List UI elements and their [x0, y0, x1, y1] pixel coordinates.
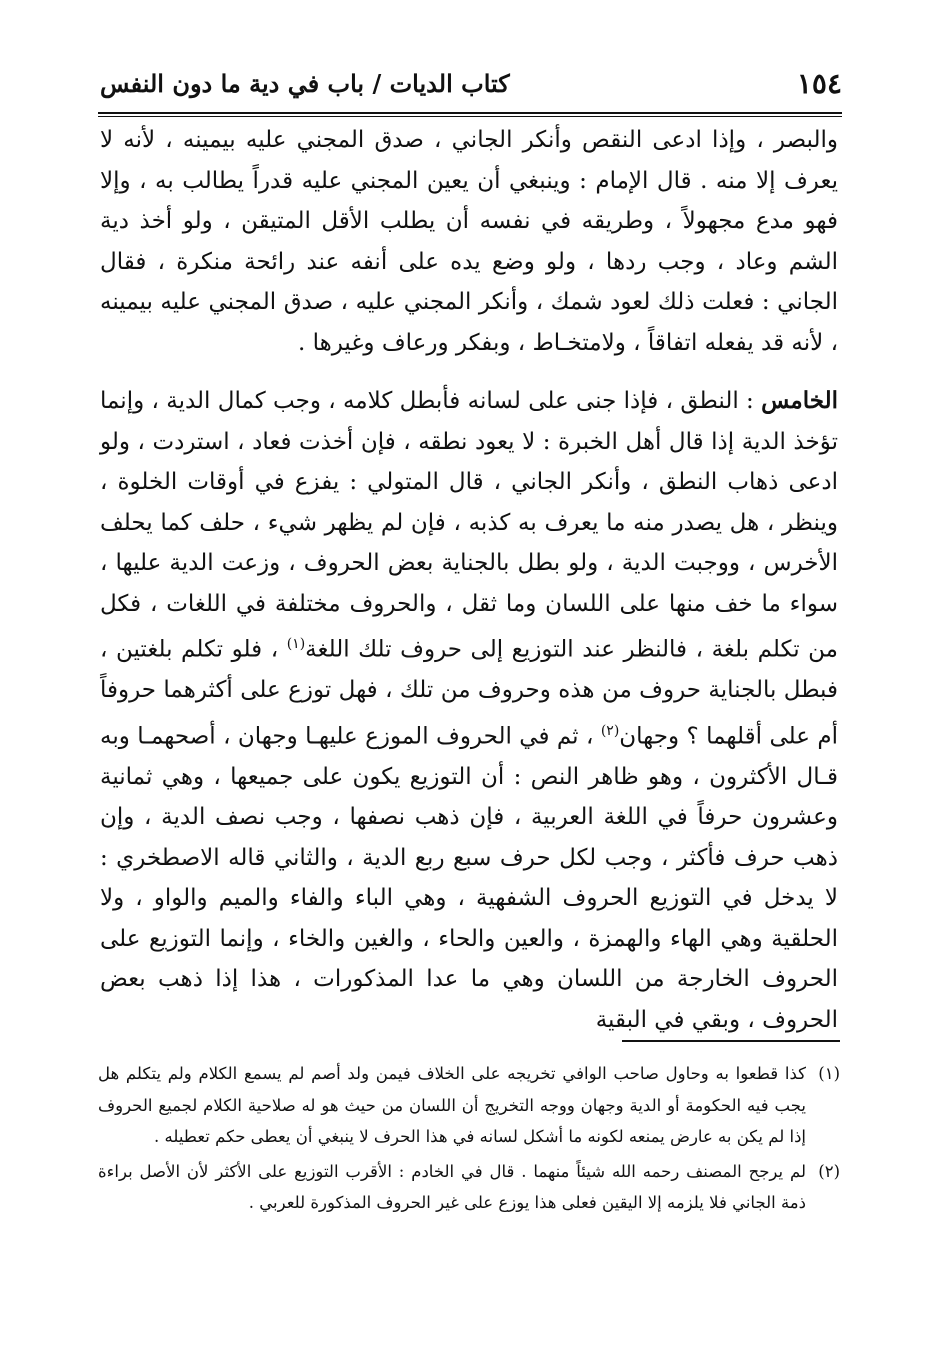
running-title: كتاب الديات / باب في دية ما دون النفس	[100, 68, 510, 98]
footnote	[98, 1156, 840, 1219]
footnote	[98, 1058, 840, 1153]
footnote-divider	[622, 1040, 840, 1042]
footnote-ref: (١)	[286, 636, 306, 652]
paragraph-text: ، ثم في الحروف الموزع عليهـا وجهان ، أصحهمـا وبه قـال الأكثرون ، وهو ظاهر النص : أن التوزيع يكون على جميعها ، وهي ثمانية وعشرون حرفاً في اللغة العربية ، فإن ذهب نصفها ، وجب نصف الدية ، وإن ذهب حرف فأكثر ، وجب لكل حرف سبع ربع الدية ، والثاني قاله الاصطخري : لا يدخل في التوزيع الحروف الشفهية ، وهي الباء والفاء والميم والواو ، ولا الحلقية وهي الهاء والهمزة ، والعين والحاء ، والغين والخاء ، وإنما التوزيع على الحروف الخارجة من اللسان وهي ما عدا المذكورات ، هذا إذا ذهب بعض الحروف ، وبقي في البقية	[100, 723, 838, 1033]
header-divider	[98, 112, 842, 117]
paragraph: والبصر ، وإذا ادعى النقص وأنكر الجاني ، صدق المجني عليه بيمينه ، لأنه لا يعرف إلا منه . قال الإمام : وينبغي أن يعين المجني عليه قدراً يطالب به ، وإلا فهو مدع مجهولاً ، وطريقه في نفسه أن يطلب الأقل المتيقن ، ولو أخذ دية الشم وعاد ، وجب ردها ، ولو وضع يده على أنفه عند رائحة منكرة ، فقال الجاني : فعلت ذلك لعود شمك ، وأنكر المجني عليه ، صدق المجني عليه بيمينه ، لأنه قد يفعله اتفاقاً ، ولامتخـاط ، وبفكر ورعاف وغيرها .	[100, 127, 838, 356]
page-number: ١٥٤	[796, 66, 842, 100]
paragraph-text: ، فلو تكلم بلغتين ، فبطل بالجناية حروف من هذه وحروف من تلك ، فهل توزع على أكثرهما حروفاً أم على أقلهما ؟ وجهان	[100, 636, 838, 750]
paragraph-text: : النطق ، فإذا جنى على لسانه فأبطل كلامه ، وجب كمال الدية ، وإنما تؤخذ الدية إذا قال أهل الخبرة : لا يعود نطقه ، فإن أخذت فعاد ، استردت ، ولو ادعى ذهاب النطق ، وأنكر الجاني ، قال المتولي : يفزع في أوقات الخلوة ، وينظر ، هل يصدر منه ما يعرف به كذبه ، فإن لم يظهر شيء ، حلف كما يحلف الأخرس ، ووجبت الدية ، ولو بطل بالجناية بعض الحروف ، وزعت الدية عليها ، سواء ما خف منها على اللسان وما ثقل ، والحروف مختلفة في اللغات ، فكل من تكلم بلغة ، فالنظر عند التوزيع إلى حروف تلك اللغة	[99, 388, 838, 663]
footnote-text: لم يرجح المصنف رحمه الله شيئاً منهما . قال في الخادم : الأقرب التوزيع على الأكثر لأن الأصل براءة ذمة الجاني فلا يلزمه إلا اليقين فعلى هذا يوزع على غير الحروف المذكورة للعربي .	[98, 1161, 806, 1212]
page-header	[100, 62, 842, 104]
paragraph	[100, 381, 838, 1040]
footnote-number: (١)	[818, 1064, 840, 1083]
footnote-ref: (٢)	[600, 722, 620, 739]
footnote-number: (٢)	[818, 1161, 840, 1181]
footnote-text: كذا قطعوا به وحاول صاحب الوافي تخريجه على الخلاف فيمن ولد أصم لم يسمع الكلام ولم يتكلم هل يجب فيه الحكومة أو الدية وجهان ووجه التخريج أن اللسان من حيث هو له صلاحية الكلام لجميع الحروف إذا لم يكن به عارض يمنعه لكونه ما أشكل لسانه في هذا الحرف لا ينبغي أن يعطى حكم تعطيله .	[98, 1064, 806, 1146]
footnotes	[98, 1058, 840, 1222]
main-text	[100, 120, 838, 1040]
paragraph-lead-word: الخامس	[761, 387, 838, 414]
